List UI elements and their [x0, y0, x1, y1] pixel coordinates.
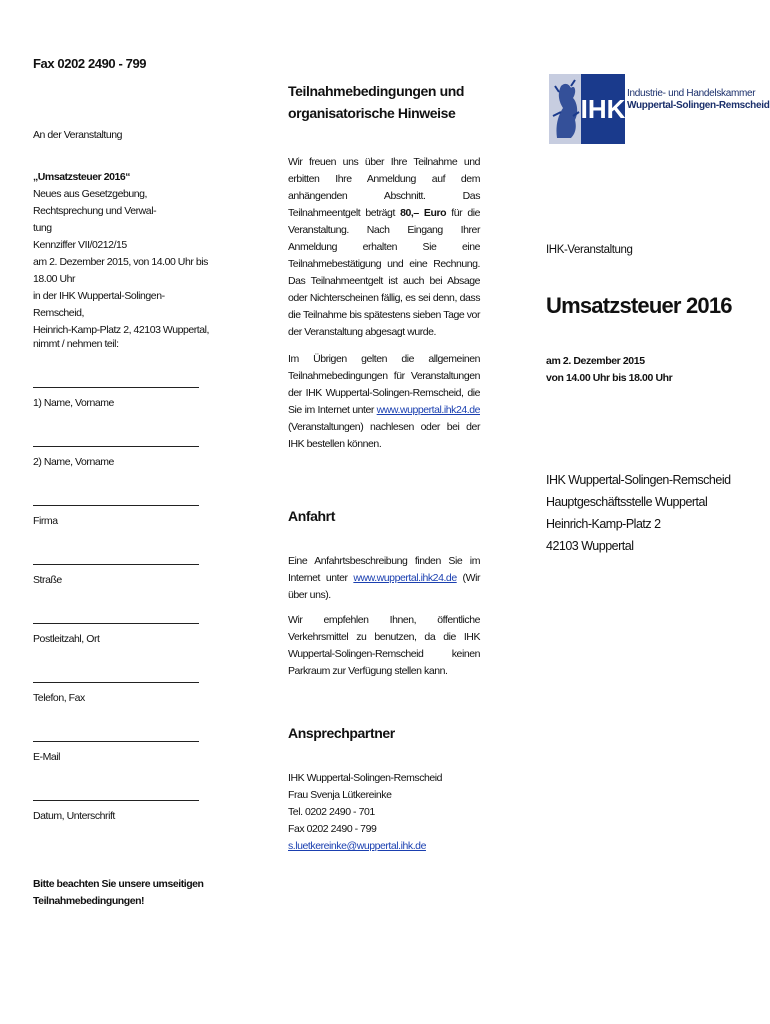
text: (Veranstaltungen) nachlesen oder bei der IHK bestellen können. [288, 421, 480, 450]
telefon-fax-field[interactable] [33, 682, 203, 707]
nimmt-teil-label: nimmt / nehmen teil: [33, 338, 119, 350]
address-line: 42103 Wuppertal [546, 539, 634, 553]
field-label: Postleitzahl, Ort [33, 633, 100, 645]
signature-field[interactable] [33, 800, 203, 825]
event-date [546, 353, 672, 387]
logo-line: Wuppertal-Solingen-Remscheid [627, 100, 770, 111]
event-line: Kennziffer VII/0212/15 [33, 239, 127, 251]
text: Wir freuen uns über Ihre Teilnahme und erbitten Ihre Anmeldung auf dem anhängenden Abschnitt. Das Teilnahmeentgelt beträgt [288, 156, 480, 219]
contact-line: Fax 0202 2490 - 799 [288, 823, 377, 835]
location-address [546, 469, 731, 557]
fax-number-heading: Fax 0202 2490 - 799 [33, 56, 147, 71]
section-heading-teilnahme [288, 80, 464, 124]
plz-ort-field[interactable] [33, 623, 203, 648]
field-label: Datum, Unterschrift [33, 810, 115, 822]
contact-line: Frau Svenja Lütkereinke [288, 789, 392, 801]
date-line: am 2. Dezember 2015 [546, 355, 645, 367]
name-field-2[interactable] [33, 446, 203, 471]
event-line: am 2. Dezember 2015, von 14.00 Uhr bis 18.00 Uhr [33, 256, 208, 285]
notice-line: Teilnahmebedingungen! [33, 895, 145, 907]
paragraph-verkehr: Wir empfehlen Ihnen, öffentliche Verkehrsmittel zu benutzen, da die IHK Wuppertal-Solingen-Remscheid keinen Parkraum zur Verfügung stellen kann. [288, 614, 480, 677]
strasse-field[interactable] [33, 564, 203, 589]
ihk-logo-text [627, 88, 770, 112]
text: für die Veranstaltung. Nach Eingang Ihrer Anmeldung erhalten Sie eine Teilnahmebestätigung und eine Rechnung. Das Teilnahmeentgelt ist auch bei Absage oder Nichterscheinen fällig, es sei denn, dass die Teilnahme bis spätestens sieben Tage vor der Veranstaltung abgesagt wurde. [288, 207, 480, 338]
an-der-veranstaltung-label: An der Veranstaltung [33, 129, 123, 141]
page-title: Umsatzsteuer 2016 [546, 293, 732, 318]
time-line: von 14.00 Uhr bis 18.00 Uhr [546, 372, 673, 384]
heading-line: organisatorische Hinweise [288, 105, 456, 121]
fill-line[interactable] [33, 800, 199, 801]
field-label: Telefon, Fax [33, 692, 85, 704]
email-link[interactable]: s.luetkereinke@wuppertal.ihk.de [288, 840, 426, 852]
section-heading-ansprechpartner: Ansprechpartner [288, 725, 395, 741]
address-line: Hauptgeschäftsstelle Wuppertal [546, 495, 708, 509]
fill-line[interactable] [33, 741, 199, 742]
paragraph-bedingungen [288, 351, 480, 453]
contact-line: Tel. 0202 2490 - 701 [288, 806, 375, 818]
field-label: 2) Name, Vorname [33, 456, 114, 468]
field-label: Firma [33, 515, 58, 527]
address-line: Heinrich-Kamp-Platz 2 [546, 517, 661, 531]
field-label: E-Mail [33, 751, 61, 763]
contact-block [288, 770, 480, 855]
svg-text:IHK: IHK [580, 94, 625, 124]
fill-line[interactable] [33, 505, 199, 506]
website-link[interactable]: www.wuppertal.ihk24.de [353, 572, 457, 584]
fill-line[interactable] [33, 623, 199, 624]
fill-line[interactable] [33, 682, 199, 683]
text: Eine Anfahrtsbeschreibung finden Sie im Internet unter [288, 555, 480, 584]
fill-line[interactable] [33, 564, 199, 565]
field-label: Straße [33, 574, 62, 586]
event-line: Neues aus Gesetzgebung, Rechtsprechung und Verwal- [33, 188, 157, 217]
name-field-1[interactable] [33, 387, 203, 412]
address-line: IHK Wuppertal-Solingen-Remscheid [546, 473, 731, 487]
heading-line: Teilnahmebedingungen und [288, 83, 465, 99]
logo-line: Industrie- und Handelskammer [627, 88, 756, 99]
event-line: Heinrich-Kamp-Platz 2, 42103 Wuppertal, [33, 324, 210, 336]
fill-line[interactable] [33, 387, 199, 388]
fill-line[interactable] [33, 446, 199, 447]
field-label: 1) Name, Vorname [33, 397, 114, 409]
website-link[interactable]: www.wuppertal.ihk24.de [376, 404, 480, 416]
event-line: tung [33, 222, 52, 234]
event-address-block [33, 169, 213, 339]
notice-line: Bitte beachten Sie unsere umseitigen [33, 878, 204, 890]
event-title: „Umsatzsteuer 2016“ [33, 171, 131, 183]
event-type-label: IHK-Veranstaltung [546, 244, 633, 256]
email-field[interactable] [33, 741, 203, 766]
paragraph-anfahrt [288, 553, 480, 604]
notice-text [33, 876, 213, 910]
ihk-lion-logo-icon [549, 72, 625, 146]
section-heading-anfahrt: Anfahrt [288, 508, 335, 524]
text: Im Übrigen gelten die allgemeinen Teilnahmebedingungen für Veranstaltungen der IHK Wuppertal-Solingen-Remscheid, die Sie im Internet unter [288, 353, 480, 416]
event-line: in der IHK Wuppertal-Solingen-Remscheid, [33, 290, 165, 319]
text: (Wir über uns). [288, 572, 480, 601]
firma-field[interactable] [33, 505, 203, 530]
price-text: 80,– Euro [400, 207, 447, 219]
contact-line: IHK Wuppertal-Solingen-Remscheid [288, 772, 443, 784]
paragraph-teilnahme [288, 154, 480, 341]
